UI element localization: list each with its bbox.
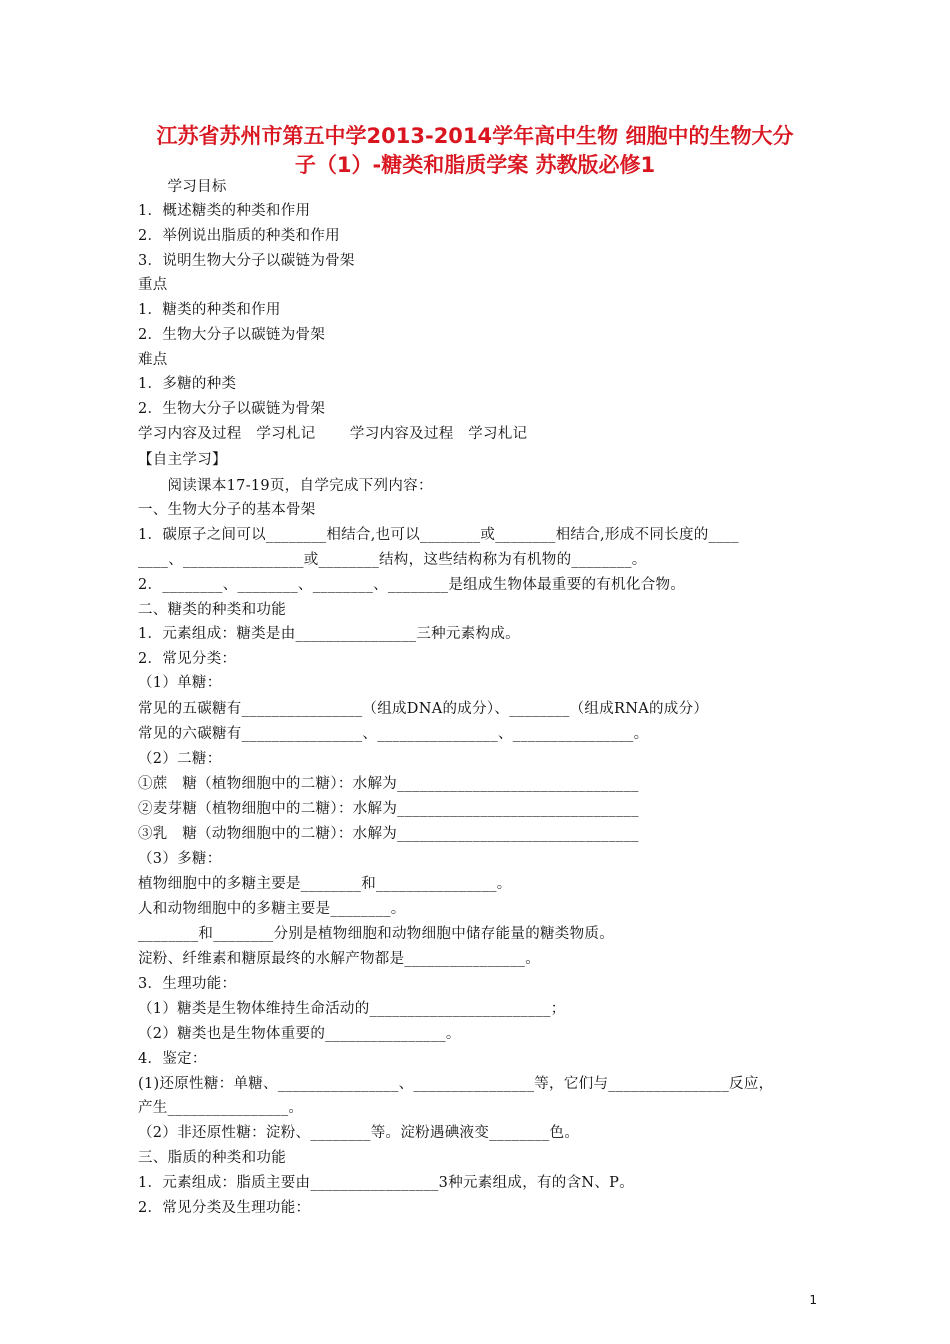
- text-line: 2．常见分类及生理功能：: [138, 1200, 311, 1216]
- text-line: ③乳 糖（动物细胞中的二糖）：水解为________________________________: [138, 826, 639, 842]
- text-line: (1)还原性糖：单糖、________________、________________等，它们与________________反应，: [138, 1076, 774, 1092]
- document-title-line-2: 子（1）-糖类和脂质学案 苏教版必修1: [294, 153, 656, 177]
- text-line: 2．生物大分子以碳链为骨架: [138, 327, 326, 343]
- text-line: 1．碳原子之间可以________相结合,也可以________或________相结合,形成不同长度的____: [138, 527, 739, 543]
- text-line: 2．举例说出脂质的种类和作用: [138, 228, 340, 244]
- text-line: ①蔗 糖（植物细胞中的二糖）：水解为________________________________: [138, 776, 639, 792]
- text-line: 2．生物大分子以碳链为骨架: [138, 401, 326, 417]
- text-line: 2．常见分类：: [138, 651, 237, 667]
- text-line: 植物细胞中的多糖主要是________和________________。: [138, 876, 512, 892]
- text-line: 重点: [138, 277, 168, 293]
- text-line: 2．________、________、________、________是组成生物体最重要的有机化合物。: [138, 577, 686, 593]
- text-line: 【自主学习】: [138, 452, 227, 468]
- text-line: （2）二糖：: [138, 751, 222, 767]
- text-line: ____、________________或________结构，这些结构称为有机物的________。: [138, 552, 647, 568]
- text-line: （1）单糖：: [138, 675, 222, 691]
- page-number: 1: [809, 1293, 817, 1307]
- text-line: 1．元素组成：糖类是由________________三种元素构成。: [138, 626, 520, 642]
- text-line: 常见的六碳糖有________________、________________、________________。: [138, 726, 649, 742]
- text-line: 产生________________。: [138, 1100, 304, 1116]
- text-line: 一、生物大分子的基本骨架: [138, 502, 316, 518]
- text-line: ②麦芽糖（植物细胞中的二糖）：水解为________________________________: [138, 801, 639, 817]
- text-line: 4．鉴定：: [138, 1051, 207, 1067]
- text-line: 常见的五碳糖有________________（组成DNA的成分）、________（组成RNA的成分）: [138, 701, 709, 717]
- text-line: 3．生理功能：: [138, 976, 237, 992]
- text-line: （2）非还原性糖：淀粉、________等。淀粉遇碘液变________色。: [138, 1125, 580, 1141]
- text-line: 3．说明生物大分子以碳链为骨架: [138, 253, 355, 269]
- text-line: 人和动物细胞中的多糖主要是________。: [138, 901, 406, 917]
- text-line: 学习内容及过程 学习札记 学习内容及过程 学习札记: [138, 426, 528, 442]
- text-line: 1．元素组成：脂质主要由_________________3种元素组成，有的含N、P。: [138, 1175, 635, 1191]
- text-line: 二、糖类的种类和功能: [138, 602, 286, 618]
- text-line: 学习目标: [138, 179, 227, 195]
- text-line: 难点: [138, 352, 168, 368]
- text-line: 淀粉、纤维素和糖原最终的水解产物都是________________。: [138, 951, 540, 967]
- text-line: 阅读课本17-19页，自学完成下列内容：: [138, 478, 433, 494]
- text-line: （3）多糖：: [138, 851, 222, 867]
- text-line: 三、脂质的种类和功能: [138, 1150, 286, 1166]
- text-line: （2）糖类也是生物体重要的________________。: [138, 1026, 461, 1042]
- text-line: （1）糖类是生物体维持生命活动的________________________；: [138, 1001, 566, 1017]
- text-line: 1．多糖的种类: [138, 376, 237, 392]
- text-line: 1．概述糖类的种类和作用: [138, 203, 311, 219]
- text-line: 1．糖类的种类和作用: [138, 302, 281, 318]
- text-line: ________和________分别是植物细胞和动物细胞中储存能量的糖类物质。: [138, 926, 614, 942]
- document-title-line-1: 江苏省苏州市第五中学2013-2014学年高中生物 细胞中的生物大分: [156, 124, 794, 148]
